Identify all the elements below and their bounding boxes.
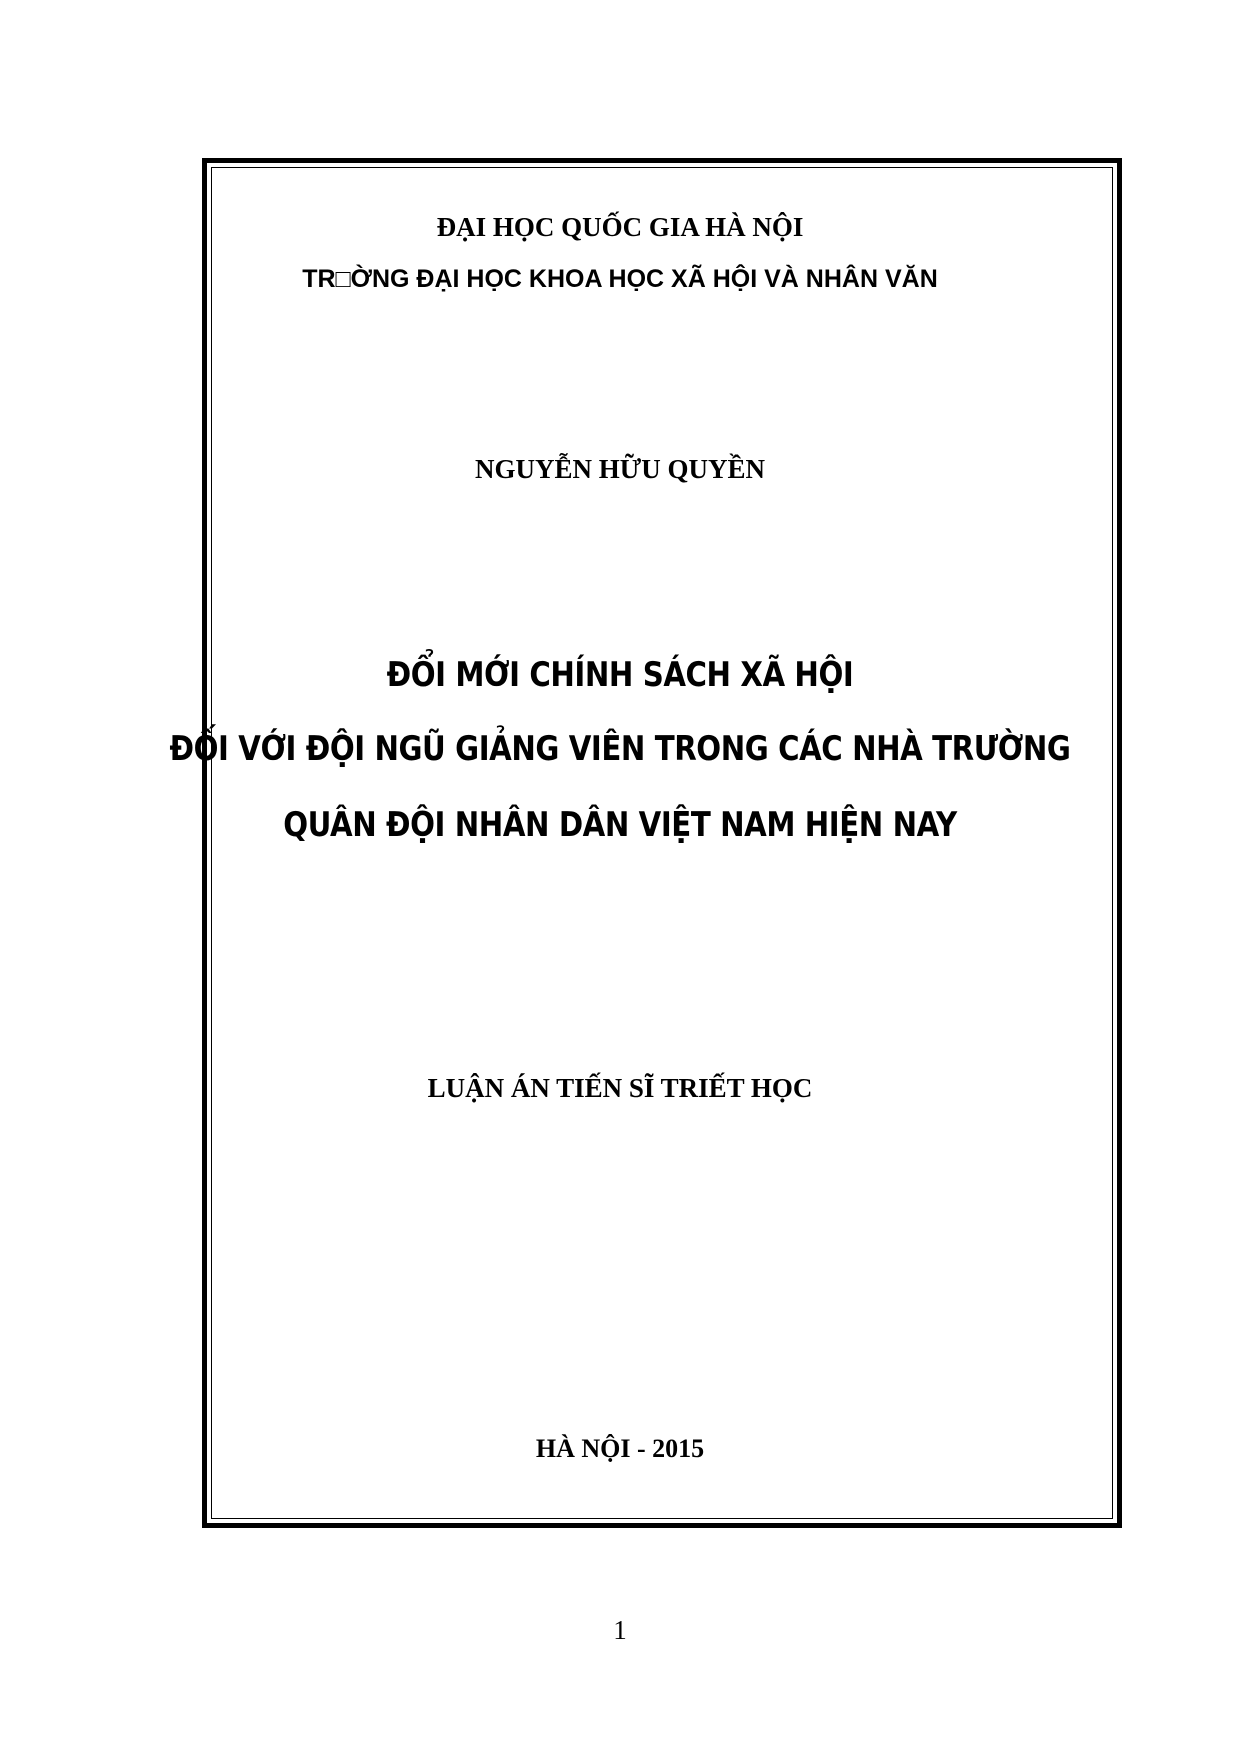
thesis-title-line-1: ĐỔI MỚI CHÍNH SÁCH XÃ HỘI	[386, 655, 854, 695]
degree-type: LUẬN ÁN TIẾN SĨ TRIẾT HỌC	[427, 1073, 813, 1103]
place-year: HÀ NỘI - 2015	[535, 1434, 705, 1463]
school-name: TR□ỜNG ĐẠI HỌC KHOA HỌC XÃ HỘI VÀ NHÂN VĂN	[302, 265, 938, 293]
author-name: NGUYỄN HỮU QUYỀN	[475, 454, 765, 484]
page-number: 1	[613, 1615, 627, 1645]
university-name: ĐẠI HỌC QUỐC GIA HÀ NỘI	[436, 212, 804, 242]
thesis-title-line-2: ĐỐI VỚI ĐỘI NGŨ GIẢNG VIÊN TRONG CÁC NHÀ TRƯỜNG	[169, 729, 1071, 769]
thesis-title-line-3: QUÂN ĐỘI NHÂN DÂN VIỆT NAM HIỆN NAY	[283, 805, 957, 845]
